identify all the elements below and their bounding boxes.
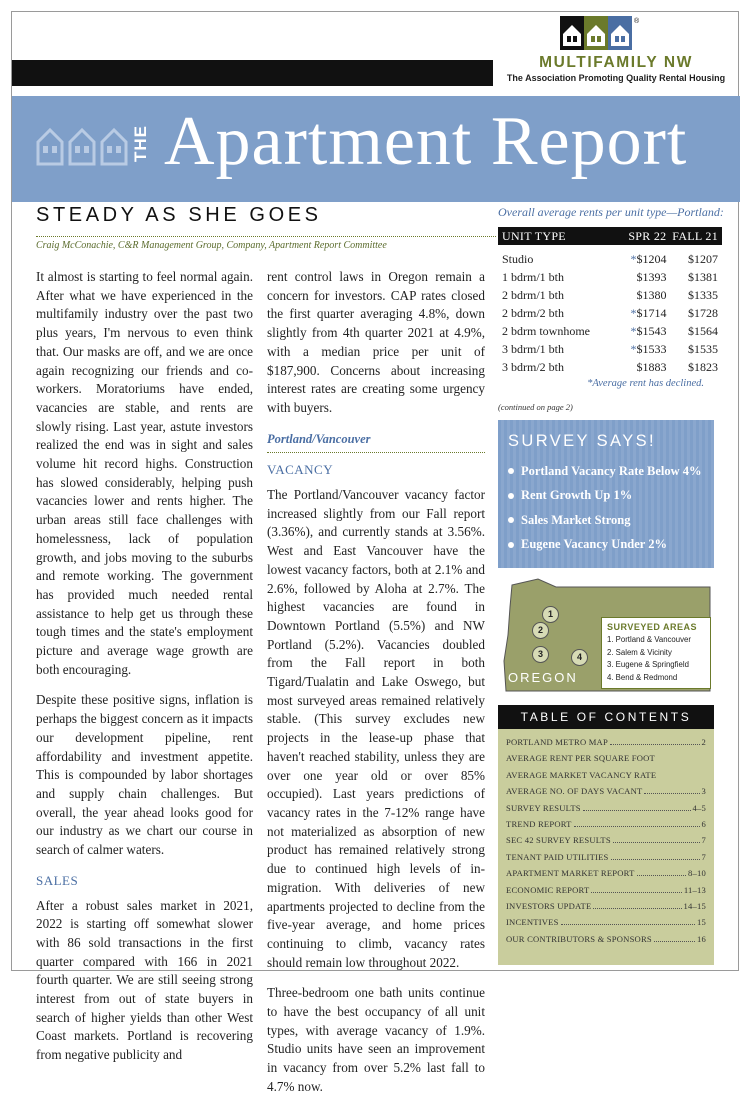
fall-cell: $1728 bbox=[688, 305, 718, 320]
toc-item[interactable] bbox=[506, 901, 706, 917]
toc-item[interactable] bbox=[506, 786, 706, 802]
spr-cell bbox=[605, 270, 666, 285]
toc-page: 15 bbox=[697, 917, 706, 928]
continued-note: (continued on page 2) bbox=[498, 402, 573, 412]
toc-leader bbox=[561, 924, 695, 925]
toc-label: INCENTIVES bbox=[506, 917, 559, 928]
col-header-spr22: SPR 22 bbox=[628, 228, 667, 243]
table-row bbox=[498, 322, 722, 340]
toc-title: TABLE OF CONTENTS bbox=[498, 705, 714, 729]
logo-houses-icon bbox=[560, 16, 640, 50]
banner-houses-icon bbox=[34, 124, 134, 168]
sales-heading: SALES bbox=[36, 872, 79, 888]
logo-tagline: The Association Promoting Quality Rental Housing bbox=[506, 73, 726, 83]
fall-cell: $1335 bbox=[688, 287, 718, 302]
toc-label: INVESTORS UPDATE bbox=[506, 900, 592, 911]
multifamily-nw-logo bbox=[500, 16, 732, 92]
surveyed-area-item: 1. Portland & Vancouver bbox=[607, 635, 691, 644]
spr-cell bbox=[605, 342, 666, 357]
unit-type-cell: 3 bdrm/2 bth bbox=[502, 359, 564, 374]
toc-label: OUR CONTRIBUTORS & SPONSORS bbox=[506, 933, 652, 944]
fall-cell: $1564 bbox=[688, 323, 718, 338]
toc-leader bbox=[591, 892, 681, 893]
toc-leader bbox=[574, 826, 700, 827]
spr-value: $1883 bbox=[636, 359, 667, 374]
toc-item[interactable] bbox=[506, 917, 706, 933]
unit-type-cell: 2 bdrm/2 bth bbox=[502, 305, 564, 320]
fall-cell: $1207 bbox=[688, 251, 718, 266]
toc-item[interactable] bbox=[506, 852, 706, 868]
portland-vancouver-subheading: Portland/Vancouver bbox=[267, 431, 371, 446]
map-pin-salem: 2 bbox=[532, 622, 549, 639]
toc-label: TENANT PAID UTILITIES bbox=[506, 851, 609, 862]
survey-item bbox=[508, 484, 704, 509]
fall-cell: $1535 bbox=[688, 341, 718, 356]
fall-cell: $1823 bbox=[688, 359, 718, 374]
toc-label: AVERAGE RENT PER SQUARE FOOT bbox=[506, 753, 656, 764]
toc-label: APARTMENT MARKET REPORT bbox=[506, 868, 635, 879]
spr-cell bbox=[605, 252, 666, 267]
survey-item bbox=[508, 533, 704, 558]
toc-label: AVERAGE MARKET VACANCY RATE bbox=[506, 769, 657, 780]
surveyed-area-item: 4. Bend & Redmond bbox=[607, 672, 678, 682]
paragraph: rent control laws in Oregon remain a concern for investors. CAP rates closed the first quarter averaging 4.8%, down slightly from 4th quarter 2021 at 4.9%, with a median price per unit of $187,900. Concerns about increasing interest rates are creating some urgency with buyers. bbox=[267, 269, 485, 415]
rent-table-footnote: *Average rent has declined. bbox=[587, 378, 704, 389]
toc-page: 7 bbox=[701, 851, 706, 862]
toc-label: SURVEY RESULTS bbox=[506, 802, 581, 813]
survey-item bbox=[508, 508, 704, 533]
survey-item-text: Rent Growth Up 1% bbox=[521, 488, 633, 503]
bullet-icon bbox=[508, 493, 514, 499]
paragraph: It almost is starting to feel normal again. After what we have experienced in the multifamily industry over the past two plus years, I'm nervous to even think that. Our masks are off, and we are once again recognizing our friends and co-workers. Moratoriums have ended, vacancies are stable, and rents are slowly rising. Last year, astute investors realized the end was in sight and sales volume hit record highs. Construction has slowed considerably, helping push vacancies lower and rents higher. The urban areas still face challenges with homelessness, lack of population growth, and jobs moving to the suburbs and remote working. The government has provided much needed rental assistance to help get us through these tough times and the state's employment picture and average wage growth are both encouraging. bbox=[36, 269, 253, 677]
paragraph: Despite these positive signs, inflation is perhaps the biggest concern as it impacts our development pipeline, rent affordability and investment appetite. This is compounded by labor shortages and supply chain challenges. But overall, the year ahead looks good for our industry as we chart our course in search of calmer waters. bbox=[36, 692, 253, 858]
survey-item-text: Portland Vacancy Rate Below 4% bbox=[521, 463, 702, 478]
surveyed-area-item: 2. Salem & Vicinity bbox=[607, 647, 672, 657]
table-row bbox=[498, 250, 722, 268]
col-header-fall21: FALL 21 bbox=[672, 228, 718, 243]
toc-label: AVERAGE NO. OF DAYS VACANT bbox=[506, 786, 643, 797]
toc-page: 2 bbox=[701, 737, 706, 747]
unit-type-cell: 2 bdrm townhome bbox=[502, 323, 590, 338]
toc-page: 4–5 bbox=[692, 802, 706, 813]
toc-item[interactable] bbox=[506, 885, 706, 901]
toc-page: 16 bbox=[697, 933, 706, 944]
toc-leader bbox=[583, 810, 691, 811]
oregon-label: OREGON bbox=[508, 670, 578, 685]
toc-leader bbox=[613, 842, 700, 843]
report-title: Apartment Report bbox=[164, 103, 688, 180]
survey-item-text: Sales Market Strong bbox=[521, 512, 631, 527]
bullet-icon bbox=[508, 468, 514, 474]
toc-item[interactable] bbox=[506, 934, 706, 950]
spr-cell bbox=[605, 306, 666, 321]
article-headline: STEADY AS SHE GOES bbox=[36, 204, 322, 226]
toc-leader bbox=[654, 941, 695, 942]
surveyed-areas-legend bbox=[601, 617, 711, 689]
unit-type-cell: Studio bbox=[502, 251, 534, 266]
decline-marker: * bbox=[630, 251, 637, 266]
vacancy-heading: VACANCY bbox=[267, 462, 334, 478]
toc-page: 14–15 bbox=[683, 900, 706, 911]
map-pin-eugene: 3 bbox=[532, 646, 549, 663]
rent-table-header bbox=[498, 227, 722, 245]
spr-value: $1714 bbox=[636, 305, 667, 320]
toc-item[interactable] bbox=[506, 835, 706, 851]
toc-page: 6 bbox=[701, 818, 706, 829]
table-row bbox=[498, 340, 722, 358]
map-pin-portland: 1 bbox=[542, 606, 559, 623]
toc-page: 7 bbox=[701, 835, 706, 846]
toc-label: TREND REPORT bbox=[506, 818, 572, 829]
table-row bbox=[498, 358, 722, 376]
toc-page: 3 bbox=[701, 786, 706, 797]
header-black-bar bbox=[12, 60, 493, 86]
surveyed-areas-title: SURVEYED AREAS bbox=[607, 622, 698, 632]
spr-value: $1380 bbox=[636, 287, 667, 302]
banner-the-text: THE bbox=[131, 125, 150, 162]
rent-table-caption: Overall average rents per unit type—Portland: bbox=[498, 205, 724, 219]
table-row bbox=[498, 304, 722, 322]
decline-marker: * bbox=[630, 323, 637, 338]
toc-item[interactable] bbox=[506, 737, 706, 753]
paragraph: Three-bedroom one bath units continue to have the best occupancy of all unit types, with average vacancy of 1.9%. Studio units have seen an improvement in vacancy from over 5.2% last fall to 4.7% now. bbox=[267, 985, 485, 1094]
map-pin-bend: 4 bbox=[571, 649, 588, 666]
toc-leader bbox=[644, 793, 699, 794]
spr-value: $1204 bbox=[636, 251, 667, 266]
toc-item[interactable] bbox=[506, 819, 706, 835]
spr-cell bbox=[605, 288, 666, 303]
survey-item bbox=[508, 459, 704, 484]
spr-value: $1393 bbox=[636, 269, 667, 284]
toc-item[interactable] bbox=[506, 770, 706, 786]
toc-label: PORTLAND METRO MAP bbox=[506, 737, 608, 747]
survey-title: SURVEY SAYS! bbox=[508, 432, 657, 450]
unit-type-cell: 2 bdrm/1 bth bbox=[502, 287, 564, 302]
toc-label: ECONOMIC REPORT bbox=[506, 884, 590, 895]
survey-says-box bbox=[498, 420, 714, 568]
toc-page: 8–10 bbox=[688, 868, 706, 879]
paragraph: The Portland/Vancouver vacancy factor increased slightly from our Fall report (3.36%), and currently stands at 3.56%. West and East Vancouver have the lowest vacancy factors, both at 2.1% and 2.6%, followed by Aloha at 2.7%. The highest vacancies are found in Downtown Portland (5.5%) and NW Portland (5.2%). Vacancies doubled from the Fall report in both Tigard/Tualatin and Lake Oswego, but most surveyed areas remained relatively stable. (This survey excludes new projects in the lease-up phase that haven't reached stability, unless they are over one year old or over 85% occupied). Last years predictions of vacancy rates in the 7-12% range have not materialized as absorption of new product has remained relatively strong due to continued high levels of in-migration. With deliveries of new apartments projected to decline from the five-year average, and home prices continuing to climb, vacancy rates should remain low throughout 2022. bbox=[267, 487, 485, 970]
spr-cell bbox=[605, 360, 666, 375]
dotted-divider bbox=[267, 452, 485, 453]
unit-type-cell: 3 bdrm/1 bth bbox=[502, 341, 564, 356]
surveyed-area-item: 3. Eugene & Springfield bbox=[607, 660, 689, 669]
table-of-contents bbox=[498, 705, 714, 965]
registered-mark: ® bbox=[634, 18, 640, 25]
fall-cell: $1381 bbox=[688, 269, 718, 284]
toc-leader bbox=[611, 859, 700, 860]
article-column-1 bbox=[36, 268, 253, 1077]
newsletter-page bbox=[11, 11, 739, 1094]
spr-cell bbox=[605, 324, 666, 339]
bullet-icon bbox=[508, 542, 514, 548]
toc-leader bbox=[610, 744, 700, 745]
survey-item-text: Eugene Vacancy Under 2% bbox=[521, 537, 667, 552]
unit-type-cell: 1 bdrm/1 bth bbox=[502, 269, 564, 284]
toc-leader bbox=[593, 908, 681, 909]
decline-marker: * bbox=[630, 341, 637, 356]
paragraph: After a robust sales market in 2021, 2022 is starting off somewhat slower with 86 sold transactions in the first quarter compared with 166 in 2021 fourth quarter. We are still seeing strong interest from out of state buyers in search of higher yields than other West Coast markets. Portland is recovering from negative publicity and bbox=[36, 897, 253, 1063]
title-banner bbox=[12, 96, 740, 202]
article-byline: Craig McConachie, C&R Management Group, Company, Apartment Report Committee bbox=[36, 236, 496, 251]
decline-marker: * bbox=[630, 305, 637, 320]
bullet-icon bbox=[508, 517, 514, 523]
toc-item[interactable] bbox=[506, 868, 706, 884]
toc-item[interactable] bbox=[506, 753, 706, 769]
rent-table bbox=[498, 227, 722, 376]
logo-name: MULTIFAMILY NW bbox=[539, 54, 693, 71]
col-header-unit-type: UNIT TYPE bbox=[502, 228, 566, 243]
toc-leader bbox=[637, 875, 686, 876]
table-row bbox=[498, 286, 722, 304]
toc-label: SEC 42 SURVEY RESULTS bbox=[506, 835, 611, 846]
table-row bbox=[498, 268, 722, 286]
article-column-2 bbox=[267, 268, 485, 1109]
spr-value: $1543 bbox=[636, 323, 667, 338]
toc-page: 11–13 bbox=[683, 884, 706, 895]
toc-item[interactable] bbox=[506, 803, 706, 819]
spr-value: $1533 bbox=[636, 341, 667, 356]
